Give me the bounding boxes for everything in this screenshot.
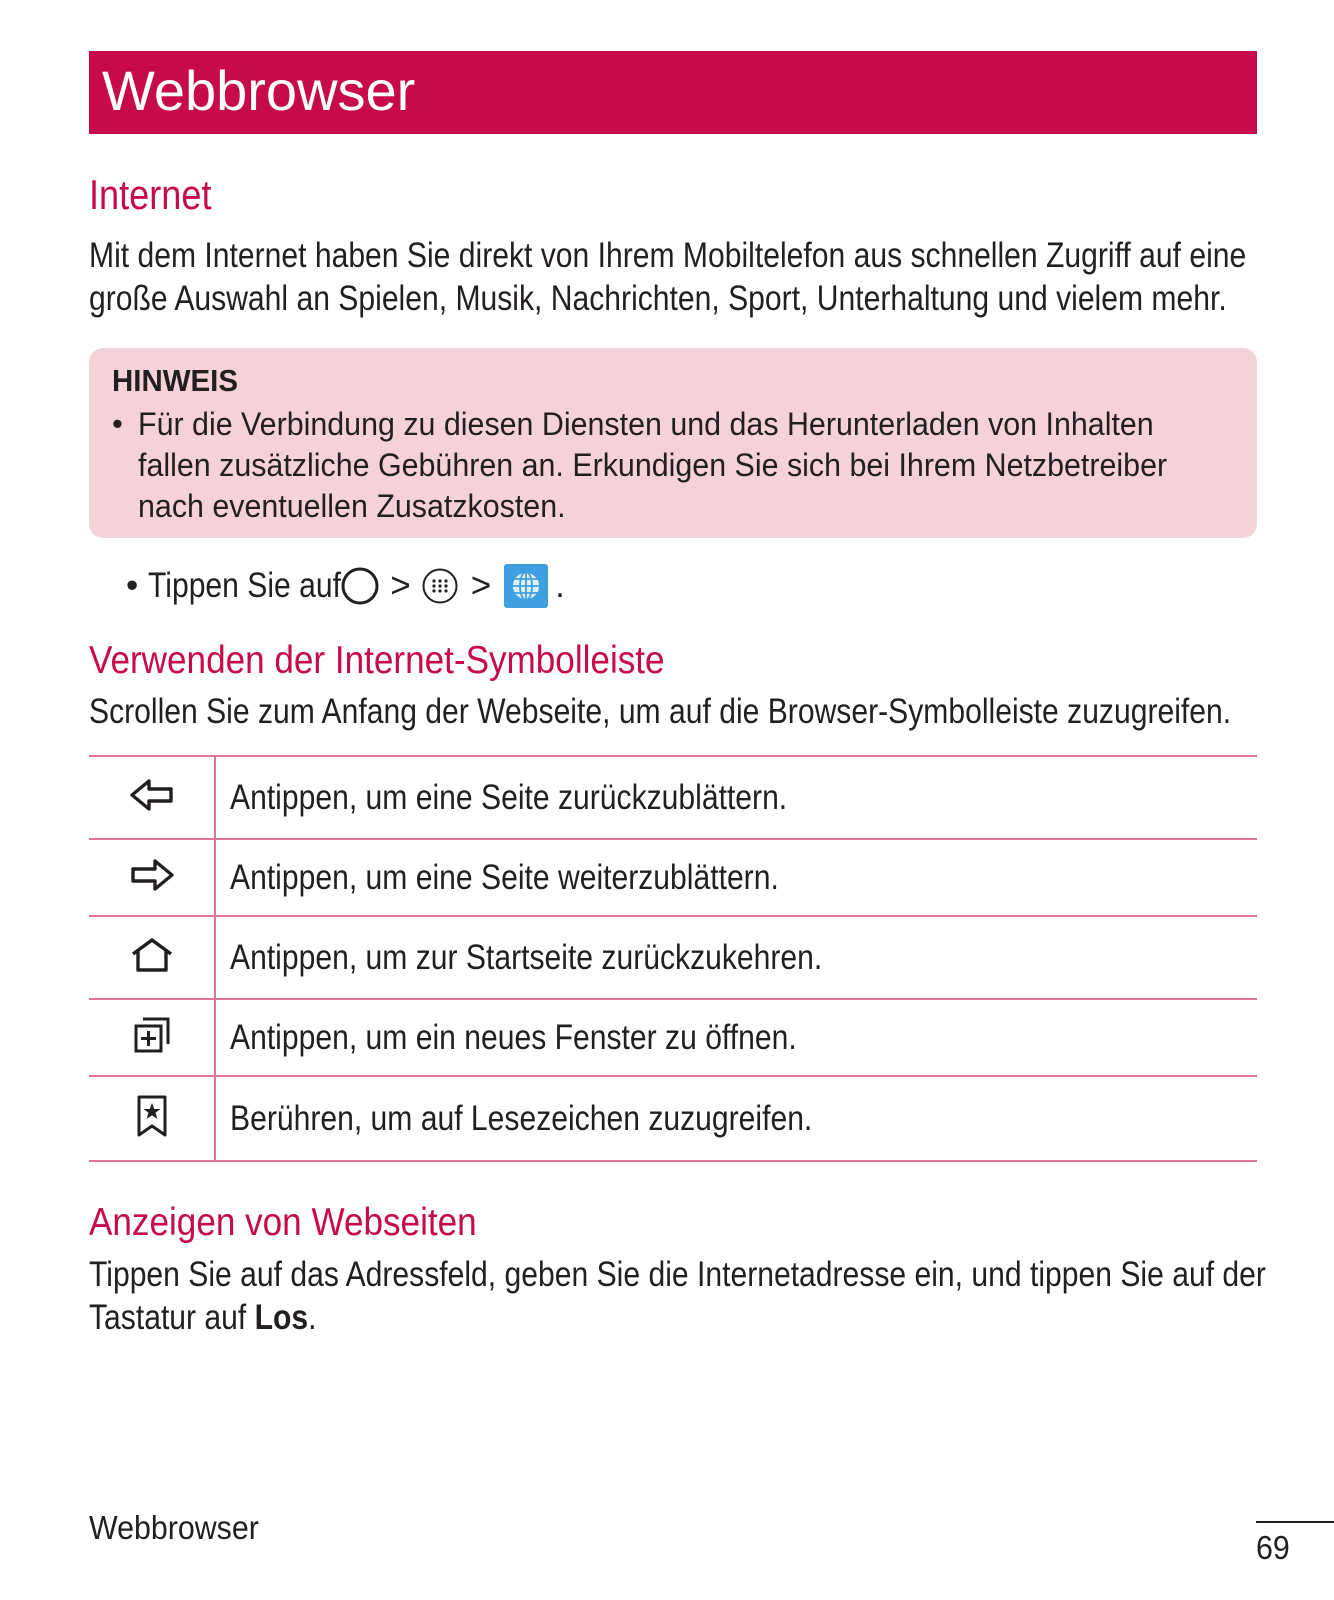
footer-chapter: Webbrowser [89,1509,259,1546]
separator: > [390,566,411,605]
toolbar-table [89,755,1257,1162]
view-line-1: Tippen Sie auf das Adressfeld, geben Sie die Internetadresse ein, und tippen Sie auf der [89,1255,1266,1294]
instruction-bullet: • [126,566,139,605]
view-line-2: Tastatur auf Los. [89,1298,317,1337]
section-title: Internet [89,171,212,218]
toolbar-section-desc: Scrollen Sie zum Anfang der Webseite, um auf die Browser-Symbolleiste zuzugreifen. [89,692,1232,731]
table-row [89,1076,1257,1161]
row-text: Antippen, um zur Startseite zurückzukehren. [230,937,823,977]
home-circle-icon [340,566,380,606]
forward-arrow-icon [129,857,175,898]
bookmark-icon [135,1094,169,1143]
view-section-title: Anzeigen von Webseiten [89,1201,477,1244]
toolbar-section-title: Verwenden der Internet-Symbolleiste [89,639,665,682]
instruction-row [126,562,565,610]
row-text: Antippen, um eine Seite weiterzublättern. [230,857,779,897]
chapter-banner [89,51,1257,134]
page-number: 69 [1256,1529,1290,1566]
note-text: Für die Verbindung zu diesen Diensten und das Herunterladen von Inhalten fallen zusätzliche Gebühren an. Erkundigen Sie sich bei Ihrem Netzbetreiber nach eventuellen Zusatzkosten. [138,406,1168,524]
footer-rule [1256,1521,1334,1523]
chapter-title: Webbrowser [102,59,416,122]
view-section-paragraph [89,1253,1334,1339]
row-text: Antippen, um eine Seite zurückzublättern. [230,777,788,817]
table-row [89,756,1257,839]
apps-icon [421,567,459,605]
note-heading: HINWEIS [112,363,238,398]
table-row [89,999,1257,1076]
los-label: Los [254,1298,309,1337]
note-box [89,348,1257,538]
back-arrow-icon [129,777,175,818]
home-icon [129,937,175,978]
internet-app-icon [503,563,549,609]
table-row [89,839,1257,916]
intro-line-1: Mit dem Internet haben Sie direkt von Ihrem Mobiltelefon aus schnellen Zugriff auf eine [89,236,1247,275]
intro-line-2: große Auswahl an Spielen, Musik, Nachrichten, Sport, Unterhaltung und vielem mehr. [89,279,1227,318]
new-window-icon [132,1015,172,1060]
separator: > [470,566,492,605]
table-row [89,916,1257,999]
intro-paragraph [89,234,1334,320]
note-bullet: • [112,406,123,441]
row-text: Antippen, um ein neues Fenster zu öffnen. [230,1017,797,1057]
instruction-text: Tippen Sie auf [148,566,342,605]
row-text: Berühren, um auf Lesezeichen zuzugreifen. [230,1098,813,1138]
instruction-period: . [555,566,565,605]
